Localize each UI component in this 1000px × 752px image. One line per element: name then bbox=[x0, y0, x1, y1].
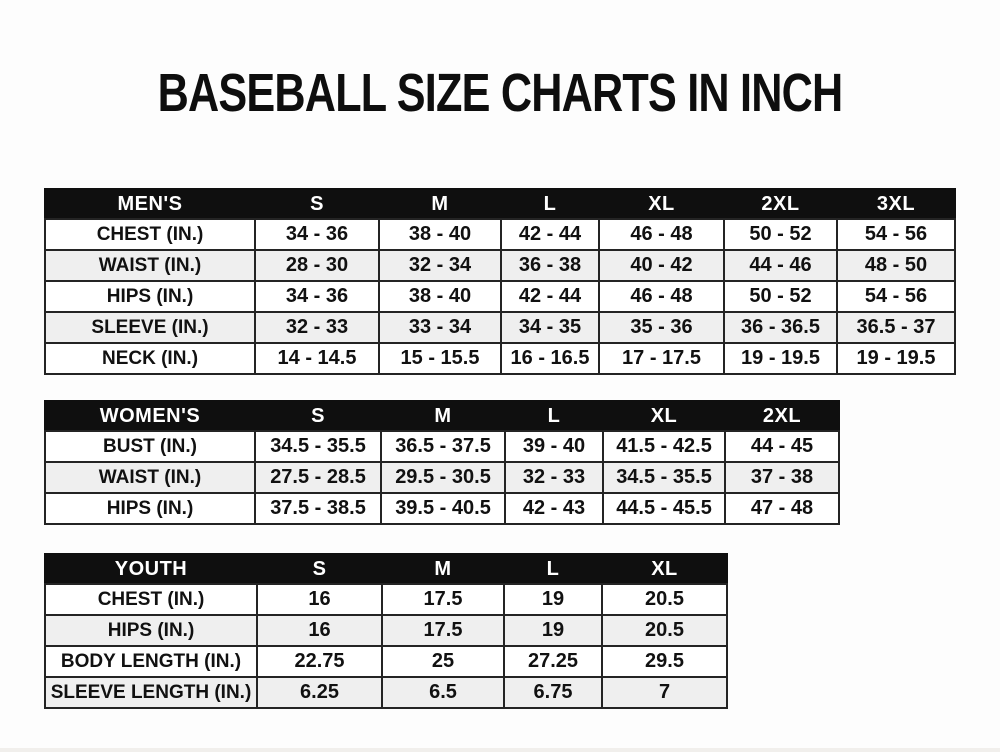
row-label: WAIST (IN.) bbox=[45, 462, 255, 493]
size-cell: 6.5 bbox=[382, 677, 504, 708]
row-label: CHEST (IN.) bbox=[45, 219, 255, 250]
size-cell: 34.5 - 35.5 bbox=[255, 431, 381, 462]
size-column-header: 2XL bbox=[725, 401, 839, 431]
size-cell: 54 - 56 bbox=[837, 219, 955, 250]
size-cell: 39.5 - 40.5 bbox=[381, 493, 505, 524]
size-cell: 28 - 30 bbox=[255, 250, 379, 281]
table-row bbox=[45, 615, 727, 646]
row-label: CHEST (IN.) bbox=[45, 584, 257, 615]
size-cell: 48 - 50 bbox=[837, 250, 955, 281]
row-label: BUST (IN.) bbox=[45, 431, 255, 462]
table-header-row bbox=[45, 401, 839, 431]
size-cell: 19 - 19.5 bbox=[837, 343, 955, 374]
size-cell: 50 - 52 bbox=[724, 219, 837, 250]
size-column-header: S bbox=[255, 401, 381, 431]
size-cell: 29.5 bbox=[602, 646, 727, 677]
size-column-header: M bbox=[381, 401, 505, 431]
size-cell: 16 bbox=[257, 615, 382, 646]
size-cell: 19 - 19.5 bbox=[724, 343, 837, 374]
size-column-header: L bbox=[501, 189, 599, 219]
table-row bbox=[45, 250, 955, 281]
size-cell: 14 - 14.5 bbox=[255, 343, 379, 374]
womens-size-table bbox=[44, 400, 840, 525]
size-cell: 36.5 - 37 bbox=[837, 312, 955, 343]
row-label: SLEEVE (IN.) bbox=[45, 312, 255, 343]
size-column-header: XL bbox=[602, 554, 727, 584]
size-cell: 42 - 44 bbox=[501, 219, 599, 250]
table-header-row bbox=[45, 554, 727, 584]
size-cell: 42 - 44 bbox=[501, 281, 599, 312]
size-cell: 39 - 40 bbox=[505, 431, 603, 462]
size-column-header: S bbox=[255, 189, 379, 219]
size-cell: 27.25 bbox=[504, 646, 602, 677]
size-cell: 50 - 52 bbox=[724, 281, 837, 312]
size-cell: 16 bbox=[257, 584, 382, 615]
size-cell: 16 - 16.5 bbox=[501, 343, 599, 374]
size-cell: 44.5 - 45.5 bbox=[603, 493, 725, 524]
size-cell: 44 - 46 bbox=[724, 250, 837, 281]
table-row bbox=[45, 462, 839, 493]
row-label: NECK (IN.) bbox=[45, 343, 255, 374]
size-cell: 40 - 42 bbox=[599, 250, 724, 281]
page-title: BASEBALL SIZE CHARTS IN INCH bbox=[157, 63, 843, 123]
size-cell: 17.5 bbox=[382, 584, 504, 615]
row-label: HIPS (IN.) bbox=[45, 493, 255, 524]
table-row bbox=[45, 219, 955, 250]
size-cell: 6.25 bbox=[257, 677, 382, 708]
size-column-header: S bbox=[257, 554, 382, 584]
row-label: HIPS (IN.) bbox=[45, 281, 255, 312]
size-cell: 19 bbox=[504, 615, 602, 646]
size-cell: 46 - 48 bbox=[599, 219, 724, 250]
size-cell: 36 - 38 bbox=[501, 250, 599, 281]
row-label: BODY LENGTH (IN.) bbox=[45, 646, 257, 677]
size-cell: 36.5 - 37.5 bbox=[381, 431, 505, 462]
table-header-row bbox=[45, 189, 955, 219]
table-row bbox=[45, 584, 727, 615]
table-row bbox=[45, 281, 955, 312]
youth-size-table bbox=[44, 553, 728, 709]
size-cell: 38 - 40 bbox=[379, 219, 501, 250]
size-cell: 19 bbox=[504, 584, 602, 615]
table-row bbox=[45, 343, 955, 374]
size-cell: 20.5 bbox=[602, 615, 727, 646]
size-cell: 35 - 36 bbox=[599, 312, 724, 343]
size-cell: 22.75 bbox=[257, 646, 382, 677]
table-row bbox=[45, 677, 727, 708]
size-cell: 7 bbox=[602, 677, 727, 708]
table-title-womens: WOMEN'S bbox=[45, 401, 255, 431]
size-cell: 15 - 15.5 bbox=[379, 343, 501, 374]
size-cell: 34 - 35 bbox=[501, 312, 599, 343]
size-cell: 6.75 bbox=[504, 677, 602, 708]
size-cell: 54 - 56 bbox=[837, 281, 955, 312]
size-cell: 41.5 - 42.5 bbox=[603, 431, 725, 462]
size-cell: 42 - 43 bbox=[505, 493, 603, 524]
size-column-header: XL bbox=[599, 189, 724, 219]
size-cell: 44 - 45 bbox=[725, 431, 839, 462]
size-column-header: L bbox=[504, 554, 602, 584]
size-cell: 32 - 34 bbox=[379, 250, 501, 281]
size-cell: 27.5 - 28.5 bbox=[255, 462, 381, 493]
size-cell: 29.5 - 30.5 bbox=[381, 462, 505, 493]
size-column-header: M bbox=[379, 189, 501, 219]
size-column-header: 3XL bbox=[837, 189, 955, 219]
size-cell: 36 - 36.5 bbox=[724, 312, 837, 343]
size-column-header: XL bbox=[603, 401, 725, 431]
size-cell: 17.5 bbox=[382, 615, 504, 646]
size-cell: 37.5 - 38.5 bbox=[255, 493, 381, 524]
size-cell: 47 - 48 bbox=[725, 493, 839, 524]
size-column-header: 2XL bbox=[724, 189, 837, 219]
row-label: SLEEVE LENGTH (IN.) bbox=[45, 677, 257, 708]
size-cell: 34.5 - 35.5 bbox=[603, 462, 725, 493]
size-cell: 38 - 40 bbox=[379, 281, 501, 312]
table-title-youth: YOUTH bbox=[45, 554, 257, 584]
size-cell: 32 - 33 bbox=[255, 312, 379, 343]
table-title-mens: MEN'S bbox=[45, 189, 255, 219]
size-cell: 34 - 36 bbox=[255, 219, 379, 250]
size-cell: 32 - 33 bbox=[505, 462, 603, 493]
size-column-header: L bbox=[505, 401, 603, 431]
size-cell: 34 - 36 bbox=[255, 281, 379, 312]
size-cell: 37 - 38 bbox=[725, 462, 839, 493]
table-row bbox=[45, 312, 955, 343]
size-cell: 46 - 48 bbox=[599, 281, 724, 312]
table-row bbox=[45, 646, 727, 677]
mens-size-table bbox=[44, 188, 956, 375]
size-cell: 17 - 17.5 bbox=[599, 343, 724, 374]
size-cell: 20.5 bbox=[602, 584, 727, 615]
size-cell: 33 - 34 bbox=[379, 312, 501, 343]
table-row bbox=[45, 493, 839, 524]
size-column-header: M bbox=[382, 554, 504, 584]
table-row bbox=[45, 431, 839, 462]
size-cell: 25 bbox=[382, 646, 504, 677]
row-label: HIPS (IN.) bbox=[45, 615, 257, 646]
row-label: WAIST (IN.) bbox=[45, 250, 255, 281]
